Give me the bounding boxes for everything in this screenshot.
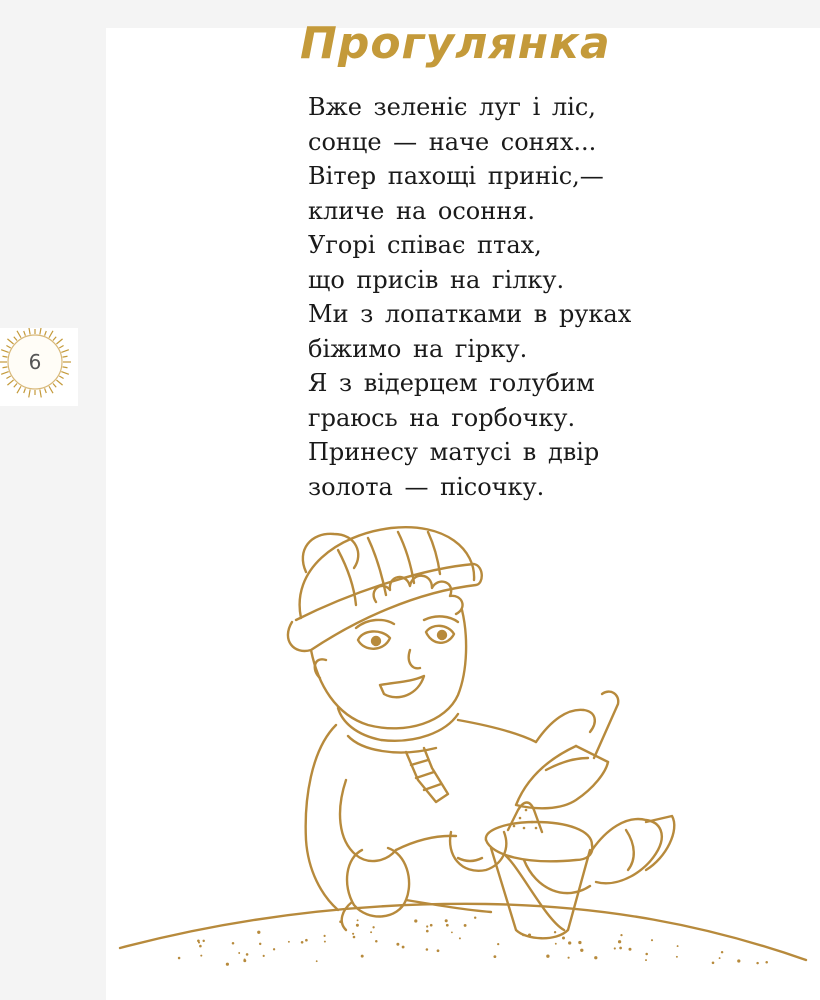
poem-line: Вітер пахощі приніс,—: [308, 162, 604, 190]
poem-title: Прогулянка: [300, 18, 611, 69]
poem-line: граюсь на горбочку.: [308, 403, 576, 432]
poem-line: що присів на гілку.: [308, 265, 565, 294]
boy-with-shovel-illustration: [106, 510, 820, 970]
nose: [409, 650, 420, 668]
poem-line: Угорі співає птах,: [308, 231, 542, 259]
page-number-badge: [0, 328, 78, 406]
poem-text: [308, 90, 708, 504]
poem-line: золота — пісочку.: [308, 472, 545, 501]
poem-line: Принесу матусі в двір: [308, 438, 600, 466]
mouth: [380, 676, 424, 697]
face: [311, 610, 466, 728]
shovel: [594, 692, 618, 758]
poem-line: Я з відерцем голубим: [308, 369, 595, 397]
right-boot: [592, 819, 662, 883]
sand-hill: [120, 904, 806, 960]
poem-line: кличе на осоння.: [308, 196, 535, 225]
page-number: 6: [28, 350, 42, 374]
poem-line: Вже зеленіє луг і ліс,: [308, 93, 596, 121]
right-arm: [536, 710, 595, 742]
hat: [300, 527, 474, 618]
poem-line: Ми з лопатками в руках: [308, 300, 632, 328]
coat: [306, 725, 338, 910]
poem-line: біжимо на гірку.: [308, 334, 528, 363]
scarf: [338, 708, 458, 741]
poem-line: сонце — наче сонях...: [308, 127, 597, 156]
